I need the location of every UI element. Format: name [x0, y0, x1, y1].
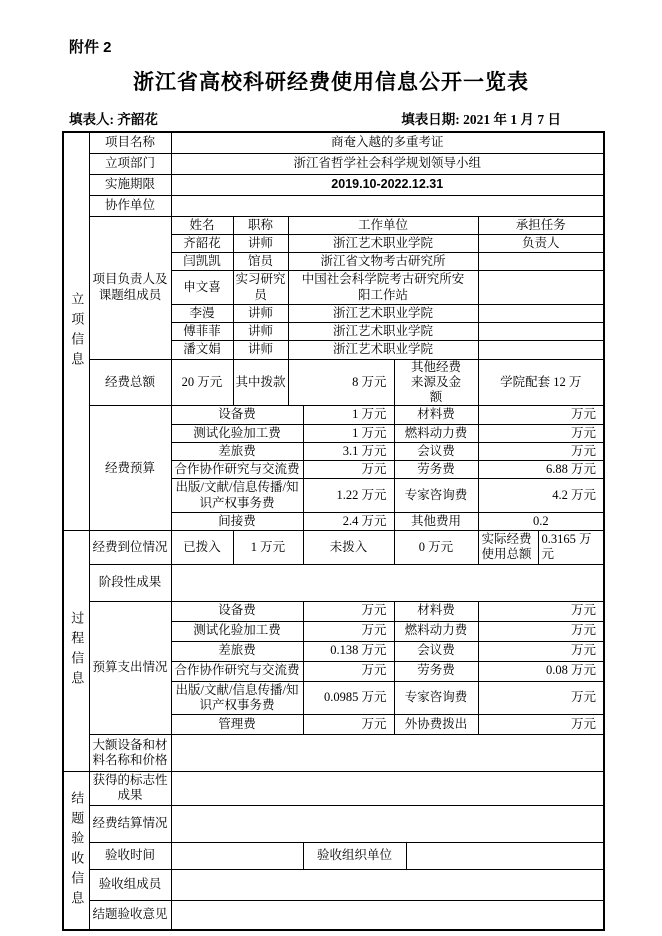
- preparer-label: 填表人: 齐韶花: [69, 112, 158, 127]
- member-title: 讲师: [233, 341, 288, 359]
- stage-results-label: 阶段性成果: [89, 564, 171, 601]
- budget-item-value: 1 万元: [303, 406, 394, 424]
- budget-item-value: 1 万元: [303, 424, 394, 442]
- member-role: [478, 271, 604, 305]
- budget-item-value: 万元: [478, 442, 604, 460]
- member-title: 讲师: [233, 304, 288, 322]
- attachment-label: 附件 2: [69, 39, 112, 56]
- budget-item-label: 燃料动力费: [394, 424, 478, 442]
- expenditure-item-label: 差旅费: [171, 641, 303, 661]
- budget-label: 经费预算: [89, 406, 171, 531]
- arrival-paid-label: 已拨入: [171, 531, 233, 565]
- funding-total-value: 20 万元: [171, 359, 233, 406]
- budget-item-value: 万元: [478, 424, 604, 442]
- expenditure-item-value: 万元: [478, 681, 604, 715]
- expenditure-item-label: 会议费: [394, 641, 478, 661]
- info-table: [62, 131, 605, 931]
- budget-item-label: 差旅费: [171, 442, 303, 460]
- budget-item-value: 万元: [303, 461, 394, 479]
- budget-item-label: 劳务费: [394, 461, 478, 479]
- member-name: 齐韶花: [171, 234, 233, 252]
- expenditure-item-label: 材料费: [394, 601, 478, 621]
- budget-item-value: 万元: [478, 406, 604, 424]
- member-unit: 浙江艺术职业学院: [288, 234, 478, 252]
- section-conclusion-info: 结题验收信息: [63, 772, 89, 931]
- page-title: 浙江省高校科研经费使用信息公开一览表: [133, 71, 529, 94]
- budget-item-label: 材料费: [394, 406, 478, 424]
- landmark-results-label: 获得的标志性成果: [89, 772, 171, 806]
- expenditure-item-value: 万元: [303, 601, 394, 621]
- landmark-results-value: [171, 772, 604, 806]
- budget-item-value: 1.22 万元: [303, 479, 394, 513]
- budget-item-label: 合作协作研究与交流费: [171, 461, 303, 479]
- expenditure-item-label: 专家咨询费: [394, 681, 478, 715]
- expenditure-item-label: 劳务费: [394, 661, 478, 681]
- member-header-name: 姓名: [171, 216, 233, 234]
- acceptance-opinion-label: 结题验收意见: [89, 900, 171, 930]
- expenditure-item-label: 测试化验加工费: [171, 621, 303, 641]
- expenditure-item-value: 万元: [478, 715, 604, 735]
- member-name: 闫凯凯: [171, 253, 233, 271]
- member-title: 馆员: [233, 253, 288, 271]
- period-label: 实施期限: [89, 174, 171, 195]
- expenditure-item-value: 万元: [478, 601, 604, 621]
- equipment-label: 大额设备和材料名称和价格: [89, 735, 171, 772]
- arrival-used-label: 实际经费使用总额: [478, 531, 538, 565]
- arrival-label: 经费到位情况: [89, 531, 171, 565]
- budget-item-label: 专家咨询费: [394, 479, 478, 513]
- budget-item-value: 6.88 万元: [478, 461, 604, 479]
- arrival-unpaid-label: 未拨入: [303, 531, 394, 565]
- budget-item-label: 间接费: [171, 512, 303, 530]
- budget-item-label: 设备费: [171, 406, 303, 424]
- arrival-unpaid-value: 0 万元: [394, 531, 478, 565]
- expenditure-item-label: 出版/文献/信息传播/知识产权事务费: [171, 681, 303, 715]
- section-setup-info: 立项信息: [63, 132, 89, 531]
- expenditure-item-label: 管理费: [171, 715, 303, 735]
- acceptance-members-label: 验收组成员: [89, 869, 171, 900]
- member-name: 李漫: [171, 304, 233, 322]
- equipment-value: [171, 735, 604, 772]
- funding-allocated-label: 其中拨款: [233, 359, 288, 406]
- members-row-label: 项目负责人及课题组成员: [89, 216, 171, 359]
- period-value: 2019.10-2022.12.31: [171, 174, 604, 195]
- budget-item-label: 出版/文献/信息传播/知识产权事务费: [171, 479, 303, 513]
- member-unit: 浙江艺术职业学院: [288, 341, 478, 359]
- member-unit: 浙江艺术职业学院: [288, 323, 478, 341]
- budget-item-value: 4.2 万元: [478, 479, 604, 513]
- acceptance-members-value: [171, 869, 604, 900]
- member-role: 负责人: [478, 234, 604, 252]
- expenditure-item-value: 万元: [303, 715, 394, 735]
- expenditure-item-value: 0.138 万元: [303, 641, 394, 661]
- funding-other-label: 其他经费来源及金额: [394, 359, 478, 406]
- settlement-value: [171, 805, 604, 842]
- expenditure-item-value: 万元: [478, 641, 604, 661]
- member-header-role: 承担任务: [478, 216, 604, 234]
- member-title: 讲师: [233, 323, 288, 341]
- member-role: [478, 323, 604, 341]
- partner-label: 协作单位: [89, 195, 171, 216]
- acceptance-org-label: 验收组织单位: [303, 842, 406, 869]
- acceptance-opinion-value: [171, 900, 604, 930]
- member-title: 实习研究员: [233, 271, 288, 305]
- budget-item-label: 会议费: [394, 442, 478, 460]
- stage-results-value: [171, 564, 604, 601]
- expenditure-item-value: 万元: [478, 621, 604, 641]
- member-name: 潘文娟: [171, 341, 233, 359]
- project-name-value: 商奄入越的多重考证: [171, 132, 604, 153]
- department-label: 立项部门: [89, 153, 171, 174]
- acceptance-org-value: [406, 842, 604, 869]
- member-role: [478, 253, 604, 271]
- member-name: 傅菲菲: [171, 323, 233, 341]
- budget-item-value: 2.4 万元: [303, 512, 394, 530]
- budget-item-label: 其他费用: [394, 512, 478, 530]
- budget-item-value: 3.1 万元: [303, 442, 394, 460]
- expenditure-item-value: 万元: [303, 661, 394, 681]
- funding-total-label: 经费总额: [89, 359, 171, 406]
- meta-row: [69, 108, 561, 128]
- expenditure-item-label: 外协费拨出: [394, 715, 478, 735]
- member-role: [478, 341, 604, 359]
- member-unit: 浙江艺术职业学院: [288, 304, 478, 322]
- member-unit: 浙江省文物考古研究所: [288, 253, 478, 271]
- project-name-label: 项目名称: [89, 132, 171, 153]
- member-title: 讲师: [233, 234, 288, 252]
- date-label: 填表日期: 2021 年 1 月 7 日: [401, 112, 561, 127]
- expenditure-item-label: 合作协作研究与交流费: [171, 661, 303, 681]
- member-header-unit: 工作单位: [288, 216, 478, 234]
- expenditure-item-value: 0.0985 万元: [303, 681, 394, 715]
- funding-allocated-value: 8 万元: [288, 359, 394, 406]
- budget-item-value: 0.2: [478, 512, 604, 530]
- acceptance-time-label: 验收时间: [89, 842, 171, 869]
- expenditure-item-label: 设备费: [171, 601, 303, 621]
- expenditure-item-value: 万元: [303, 621, 394, 641]
- expenditure-item-value: 0.08 万元: [478, 661, 604, 681]
- expenditure-item-label: 燃料动力费: [394, 621, 478, 641]
- department-value: 浙江省哲学社会科学规划领导小组: [171, 153, 604, 174]
- budget-item-label: 测试化验加工费: [171, 424, 303, 442]
- arrival-paid-value: 1 万元: [233, 531, 303, 565]
- member-unit: 中国社会科学院考古研究所安阳工作站: [288, 271, 478, 305]
- arrival-used-value: 0.3165 万元: [538, 531, 604, 565]
- member-role: [478, 304, 604, 322]
- settlement-label: 经费结算情况: [89, 805, 171, 842]
- member-name: 申文喜: [171, 271, 233, 305]
- section-process-info: 过程信息: [63, 531, 89, 772]
- acceptance-time-value: [171, 842, 303, 869]
- expenditure-label: 预算支出情况: [89, 601, 171, 735]
- partner-value: [171, 195, 604, 216]
- funding-other-value: 学院配套 12 万: [478, 359, 604, 406]
- member-header-title: 职称: [233, 216, 288, 234]
